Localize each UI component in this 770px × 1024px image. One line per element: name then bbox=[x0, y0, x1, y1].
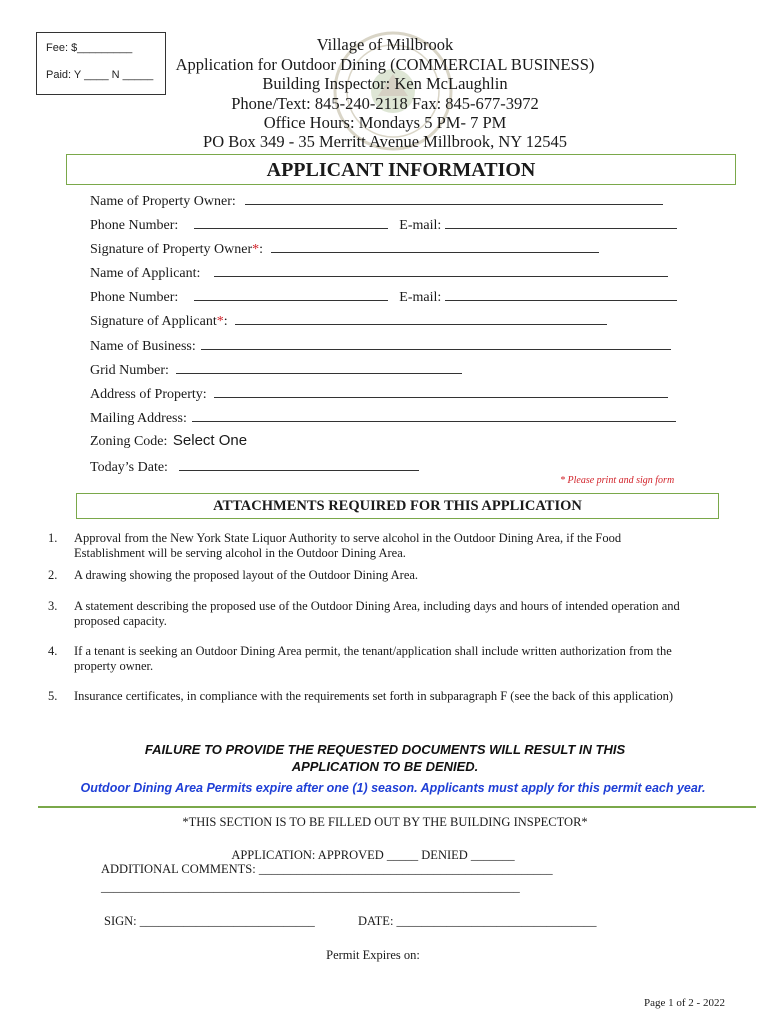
attachments-heading: ATTACHMENTS REQUIRED FOR THIS APPLICATION bbox=[76, 493, 719, 519]
list-text: A drawing showing the proposed layout of the Outdoor Dining Area. bbox=[74, 568, 419, 582]
mailing-address-label: Mailing Address: bbox=[90, 411, 187, 426]
application-title: Application for Outdoor Dining (COMMERCIAL BUSINESS) bbox=[175, 55, 595, 74]
applicant-information-heading: APPLICANT INFORMATION bbox=[66, 154, 736, 185]
owner-signature-line[interactable] bbox=[271, 241, 599, 253]
owner-phone-row[interactable] bbox=[90, 217, 677, 234]
grid-number-row[interactable] bbox=[90, 362, 462, 379]
zoning-code-select[interactable]: Select One bbox=[172, 432, 248, 449]
applicant-email-line[interactable] bbox=[445, 289, 677, 301]
additional-comments-line2: ___________________________________________________________________ bbox=[101, 880, 520, 894]
inspector-sign-line: SIGN: ____________________________ bbox=[104, 914, 315, 928]
property-address-row[interactable] bbox=[90, 386, 668, 403]
list-text: Approval from the New York State Liquor Authority to serve alcohol in the Outdoor Dining Area, if the Food Establishment will be serving alcohol in the Outdoor Dining Area. bbox=[74, 531, 622, 560]
village-name: Village of Millbrook bbox=[316, 35, 454, 54]
owner-signature-label: Signature of Property Owner bbox=[90, 242, 253, 257]
required-asterisk: * bbox=[252, 242, 260, 257]
business-name-label: Name of Business: bbox=[90, 339, 196, 354]
applicant-name-label: Name of Applicant: bbox=[90, 266, 201, 281]
todays-date-line[interactable] bbox=[179, 459, 419, 471]
permit-expires-label: Permit Expires on: bbox=[326, 948, 420, 962]
applicant-phone-label: Phone Number: bbox=[90, 290, 179, 305]
list-number: 4. bbox=[48, 644, 58, 658]
mailing-address-line[interactable] bbox=[192, 410, 676, 422]
business-name-line[interactable] bbox=[201, 338, 671, 350]
business-name-row[interactable] bbox=[90, 338, 671, 355]
list-text: If a tenant is seeking an Outdoor Dining Area permit, the tenant/application shall include written authorization from the property owner. bbox=[74, 644, 672, 673]
print-sign-note: * Please print and sign form bbox=[560, 475, 675, 486]
owner-phone-label: Phone Number: bbox=[90, 218, 179, 233]
fee-line: Fee: $_________ bbox=[46, 42, 133, 54]
paid-line: Paid: Y ____ N _____ bbox=[46, 69, 154, 81]
owner-email-line[interactable] bbox=[445, 217, 677, 229]
required-asterisk: * bbox=[216, 314, 224, 329]
failure-warning-line2: APPLICATION TO BE DENIED. bbox=[291, 759, 479, 774]
additional-comments-line: ADDITIONAL COMMENTS: _______________________________________________ bbox=[101, 862, 553, 876]
list-text: Insurance certificates, in compliance with the requirements set forth in subparagraph F (see the back of this application) bbox=[74, 689, 674, 703]
list-number: 5. bbox=[48, 689, 58, 703]
todays-date-label: Today’s Date: bbox=[90, 460, 168, 475]
list-text: A statement describing the proposed use of the Outdoor Dining Area, including days and hours of intended operation and proposed capacity. bbox=[74, 599, 680, 628]
colon-text: : bbox=[259, 242, 264, 257]
list-number: 1. bbox=[48, 531, 58, 545]
applicant-name-row[interactable] bbox=[90, 265, 668, 282]
contact-numbers: Phone/Text: 845-240-2118 Fax: 845-677-3972 bbox=[231, 94, 539, 113]
applicant-phone-row[interactable] bbox=[90, 289, 677, 306]
colon-text: : bbox=[223, 314, 228, 329]
mailing-address-row[interactable] bbox=[90, 410, 676, 427]
owner-signature-row[interactable] bbox=[90, 241, 599, 258]
applicant-signature-line[interactable] bbox=[235, 313, 607, 325]
section-divider bbox=[38, 806, 756, 808]
zoning-code-label: Zoning Code: bbox=[90, 434, 168, 449]
approval-line: APPLICATION: APPROVED _____ DENIED _______ bbox=[231, 848, 515, 862]
applicant-signature-row[interactable] bbox=[90, 313, 607, 330]
applicant-email-label: E-mail: bbox=[399, 290, 442, 305]
inspector-section-notice: *THIS SECTION IS TO BE FILLED OUT BY THE BUILDING INSPECTOR* bbox=[182, 815, 588, 829]
inspector-name: Building Inspector: Ken McLaughlin bbox=[262, 74, 508, 93]
owner-phone-line[interactable] bbox=[194, 217, 388, 229]
property-owner-name-line[interactable] bbox=[245, 193, 663, 205]
inspector-date-line: DATE: ________________________________ bbox=[358, 914, 597, 928]
grid-number-label: Grid Number: bbox=[90, 363, 169, 378]
failure-warning-line1: FAILURE TO PROVIDE THE REQUESTED DOCUMENTS WILL RESULT IN THIS bbox=[144, 742, 626, 757]
owner-email-label: E-mail: bbox=[399, 218, 442, 233]
grid-number-line[interactable] bbox=[176, 362, 462, 374]
todays-date-row[interactable] bbox=[90, 459, 419, 476]
property-address-line[interactable] bbox=[214, 386, 668, 398]
permit-expiry-note: Outdoor Dining Area Permits expire after one (1) season. Applicants must apply for this permit each year. bbox=[80, 781, 706, 795]
list-number: 3. bbox=[48, 599, 58, 613]
list-number: 2. bbox=[48, 568, 58, 582]
applicant-name-line[interactable] bbox=[214, 265, 668, 277]
mailing-address-header: PO Box 349 - 35 Merritt Avenue Millbrook, NY 12545 bbox=[203, 132, 567, 151]
property-address-label: Address of Property: bbox=[90, 387, 207, 402]
property-owner-name-label: Name of Property Owner: bbox=[90, 194, 236, 209]
office-hours: Office Hours: Mondays 5 PM- 7 PM bbox=[263, 113, 507, 132]
applicant-phone-line[interactable] bbox=[194, 289, 388, 301]
zoning-code-row[interactable] bbox=[90, 432, 249, 450]
applicant-signature-label: Signature of Applicant bbox=[90, 314, 217, 329]
property-owner-name-row[interactable] bbox=[90, 193, 663, 210]
page-number: Page 1 of 2 - 2022 bbox=[644, 997, 725, 1009]
